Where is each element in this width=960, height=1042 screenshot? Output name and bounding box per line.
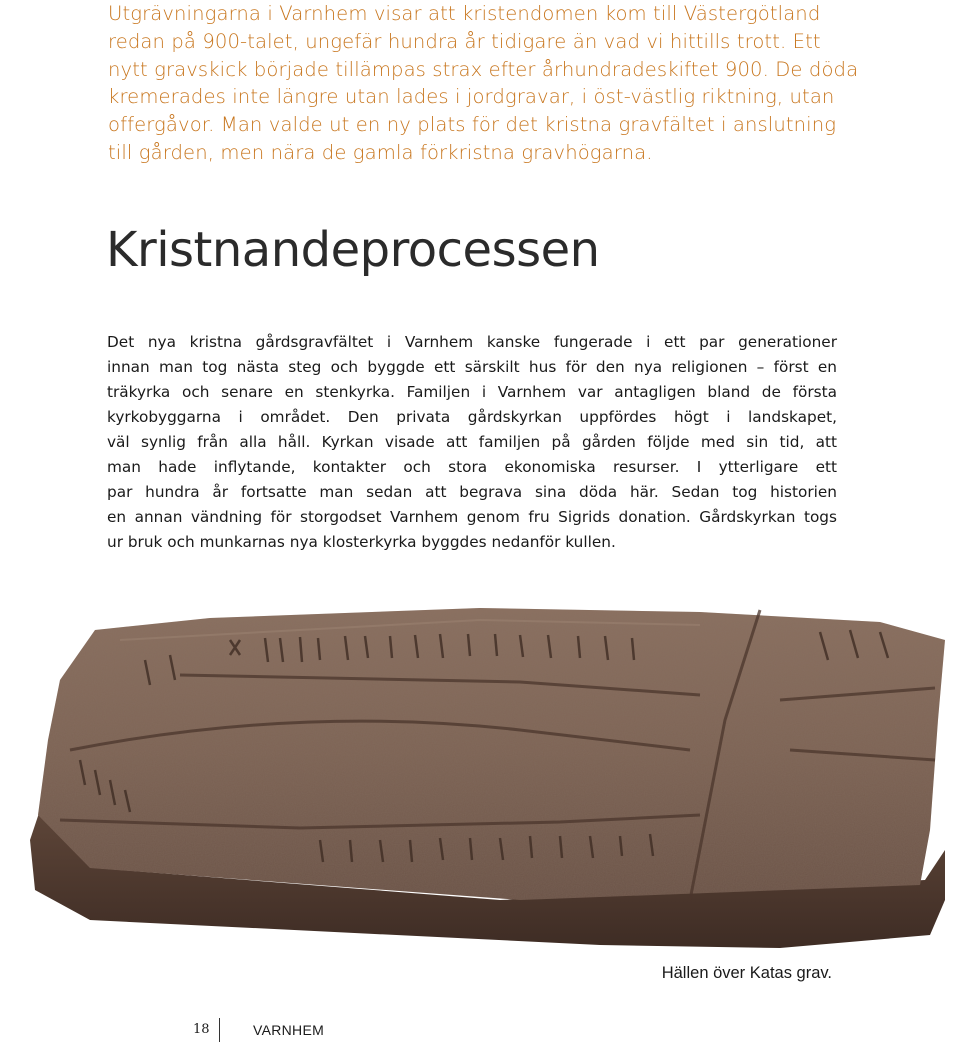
rune-stone-photo	[0, 600, 960, 960]
intro-paragraph	[108, 0, 859, 167]
body-line: ur bruk och munkarnas nya klosterkyrka byggdes nedanför kullen.	[107, 533, 616, 551]
intro-line: Utgrävningarna i Varnhem visar att kristendomen kom till Västergötland	[108, 2, 821, 25]
body-line: väl synlig från alla håll. Kyrkan visade att familjen på gården följde med sin tid, att	[107, 433, 837, 451]
body-line: par hundra år fortsatte man sedan att begrava sina döda här. Sedan tog historien	[107, 483, 837, 501]
running-head: VARNHEM	[253, 1022, 325, 1038]
body-line: Det nya kristna gårdsgravfältet i Varnhem kanske fungerade i ett par generationer	[107, 333, 837, 351]
page-footer	[0, 1018, 960, 1042]
body-line: en annan vändning för storgodset Varnhem genom fru Sigrids donation. Gårdskyrkan togs	[107, 508, 837, 526]
intro-line: offergåvor. Man valde ut en ny plats för det kristna gravfältet i anslutning	[108, 113, 837, 137]
intro-line: till gården, men nära de gamla förkristna gravhögarna.	[108, 140, 653, 164]
page-number: 18	[193, 1022, 210, 1037]
body-paragraph	[107, 330, 837, 555]
body-line: man hade inflytande, kontakter och stora ekonomiska resurser. I ytterligare ett	[107, 458, 837, 476]
intro-line: redan på 900-talet, ungefär hundra år tidigare än vad vi hittills trott. Ett	[108, 29, 821, 53]
body-line: innan man tog nästa steg och byggde ett särskilt hus för den nya religionen – först en	[107, 358, 837, 376]
figure-caption: Hällen över Katas grav.	[661, 964, 832, 982]
section-heading: Kristnandeprocessen	[106, 222, 600, 278]
intro-line: nytt gravskick började tillämpas strax efter århundradeskiftet 900. De döda	[108, 57, 859, 81]
footer-divider	[219, 1018, 220, 1042]
body-line: träkyrka och senare en stenkyrka. Familjen i Varnhem var antagligen bland de första	[107, 383, 837, 401]
body-line: kyrkobyggarna i området. Den privata gårdskyrkan uppfördes högt i landskapet,	[107, 408, 837, 426]
intro-line: kremerades inte längre utan lades i jordgravar, i öst-västlig riktning, utan	[108, 85, 835, 109]
